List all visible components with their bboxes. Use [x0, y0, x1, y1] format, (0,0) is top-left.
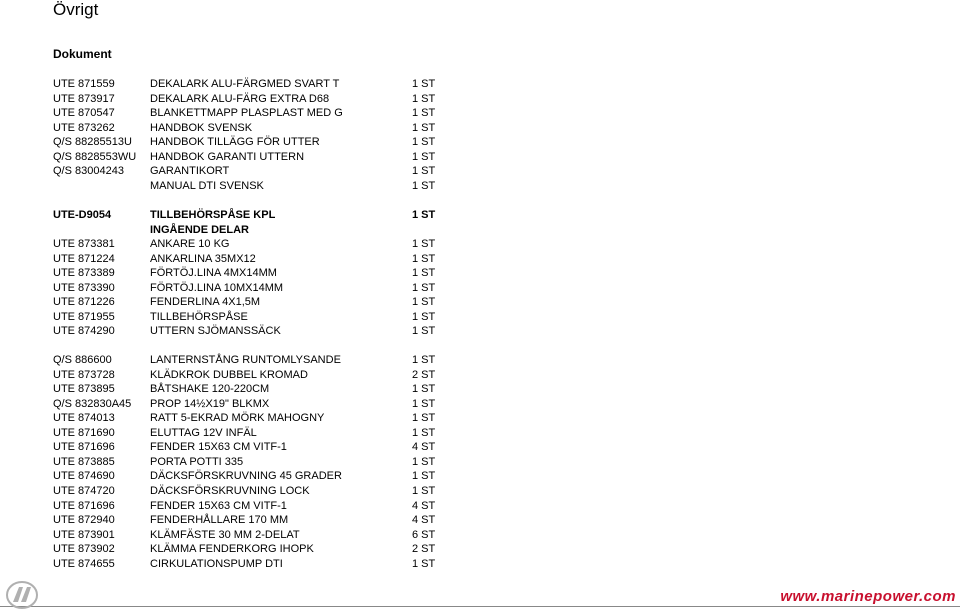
part-quantity: 1 ST [412, 209, 436, 221]
part-description: FÖRTÖJ.LINA 4MX14MM [150, 267, 277, 280]
part-quantity: 1 ST [412, 252, 436, 265]
part-description: ANKARE 10 KG [150, 238, 230, 251]
part-number: UTE 871696 [53, 499, 115, 512]
footer-url[interactable]: www.marinepower.com [780, 588, 956, 605]
part-quantity: 1 ST [412, 267, 436, 280]
part-quantity: 2 ST [412, 543, 436, 556]
part-number: UTE 873917 [53, 92, 115, 105]
part-description: HANDBOK TILLÄGG FÖR UTTER [150, 136, 320, 149]
part-quantity: 1 ST [412, 150, 436, 163]
part-description: DEKALARK ALU-FÄRGMED SVART T [150, 78, 340, 90]
part-number: UTE 874290 [53, 325, 115, 338]
part-description: HANDBOK SVENSK [150, 121, 253, 134]
footer-divider [0, 606, 960, 607]
part-quantity: 1 ST [412, 238, 436, 251]
part-number: UTE 871696 [53, 441, 115, 454]
part-quantity: 2 ST [412, 368, 436, 381]
part-description: DÄCKSFÖRSKRUVNING LOCK [150, 484, 310, 497]
part-quantity: 1 ST [412, 165, 436, 178]
part-description: BLANKETTMAPP PLASPLAST MED G [150, 107, 343, 120]
part-number: UTE 873389 [53, 267, 115, 280]
part-quantity: 1 ST [412, 107, 436, 120]
part-number: UTE 873390 [53, 281, 115, 294]
part-number: Q/S 886600 [53, 354, 112, 366]
part-quantity: 1 ST [412, 397, 436, 410]
part-quantity: 1 ST [412, 354, 436, 366]
part-description: LANTERNSTÅNG RUNTOMLYSANDE [150, 354, 341, 366]
part-description: KLÄMMA FENDERKORG IHOPK [150, 543, 314, 556]
part-description: PROP 14½X19" BLKMX [150, 397, 270, 410]
part-description: FENDER 15X63 CM VITF-1 [150, 441, 287, 454]
section-label: Dokument [53, 47, 112, 61]
part-number: UTE 871690 [53, 426, 115, 439]
part-quantity: 1 ST [412, 310, 436, 323]
part-quantity: 1 ST [412, 325, 436, 338]
part-number: UTE 871559 [53, 78, 115, 90]
part-number: UTE 870547 [53, 107, 115, 120]
part-number: UTE 874013 [53, 412, 115, 425]
part-number: UTE 873895 [53, 383, 115, 396]
part-quantity: 4 ST [412, 441, 436, 454]
part-description: GARANTIKORT [150, 165, 230, 178]
part-quantity: 1 ST [412, 470, 436, 483]
part-number: UTE 871224 [53, 252, 115, 265]
part-number: UTE 873262 [53, 121, 115, 134]
part-quantity: 4 ST [412, 499, 436, 512]
part-number: UTE 872940 [53, 514, 115, 527]
part-number: UTE 873902 [53, 543, 115, 556]
part-description: FENDER 15X63 CM VITF-1 [150, 499, 287, 512]
part-number: UTE 871955 [53, 310, 115, 323]
part-description: INGÅENDE DELAR [150, 223, 250, 236]
part-description: CIRKULATIONSPUMP DTI [150, 557, 283, 570]
part-number: UTE 873885 [53, 455, 115, 468]
part-quantity: 1 ST [412, 78, 436, 90]
part-number: UTE 874690 [53, 470, 115, 483]
part-description: MANUAL DTI SVENSK [150, 179, 264, 192]
part-quantity: 1 ST [412, 179, 436, 192]
part-quantity: 1 ST [412, 484, 436, 497]
part-description: TILLBEHÖRSPÅSE [150, 310, 248, 323]
part-number: Q/S 8828553WU [53, 150, 137, 163]
part-number: UTE 874655 [53, 557, 115, 570]
page-title: Övrigt [53, 0, 99, 19]
brand-logo-icon [4, 580, 40, 610]
part-quantity: 1 ST [412, 92, 436, 105]
part-quantity: 1 ST [412, 383, 436, 396]
part-description: DEKALARK ALU-FÄRG EXTRA D68 [150, 92, 330, 105]
part-description: FENDERLINA 4X1,5M [150, 296, 261, 309]
part-description: TILLBEHÖRSPÅSE KPL [150, 209, 276, 221]
part-number: UTE-D9054 [53, 209, 112, 221]
part-quantity: 6 ST [412, 528, 436, 541]
part-description: HANDBOK GARANTI UTTERN [150, 150, 305, 163]
part-quantity: 1 ST [412, 296, 436, 309]
part-quantity: 4 ST [412, 514, 436, 527]
part-number: UTE 873901 [53, 528, 115, 541]
part-quantity: 1 ST [412, 455, 436, 468]
part-description: ELUTTAG 12V INFÄL [150, 426, 257, 439]
part-number: UTE 871226 [53, 296, 115, 309]
part-number: Q/S 832830A45 [53, 397, 132, 410]
part-description: DÄCKSFÖRSKRUVNING 45 GRADER [150, 470, 342, 483]
part-quantity: 1 ST [412, 281, 436, 294]
part-description: BÅTSHAKE 120-220CM [150, 383, 270, 396]
part-quantity: 1 ST [412, 426, 436, 439]
part-description: KLÄDKROK DUBBEL KROMAD [150, 368, 308, 381]
part-description: RATT 5-EKRAD MÖRK MAHOGNY [150, 412, 325, 425]
part-number: UTE 873728 [53, 368, 115, 381]
part-quantity: 1 ST [412, 136, 436, 149]
part-number: Q/S 88285513U [53, 136, 132, 149]
part-quantity: 1 ST [412, 412, 436, 425]
part-number: Q/S 83004243 [53, 165, 124, 178]
part-description: ANKARLINA 35MX12 [150, 252, 256, 265]
part-quantity: 1 ST [412, 121, 436, 134]
part-quantity: 1 ST [412, 557, 436, 570]
part-description: FÖRTÖJ.LINA 10MX14MM [150, 281, 284, 294]
part-description: FENDERHÅLLARE 170 MM [150, 514, 289, 527]
part-description: UTTERN SJÖMANSSÄCK [150, 325, 281, 338]
part-number: UTE 873381 [53, 238, 115, 251]
part-description: KLÄMFÄSTE 30 MM 2-DELAT [150, 528, 300, 541]
part-number: UTE 874720 [53, 484, 115, 497]
part-description: PORTA POTTI 335 [150, 455, 244, 468]
